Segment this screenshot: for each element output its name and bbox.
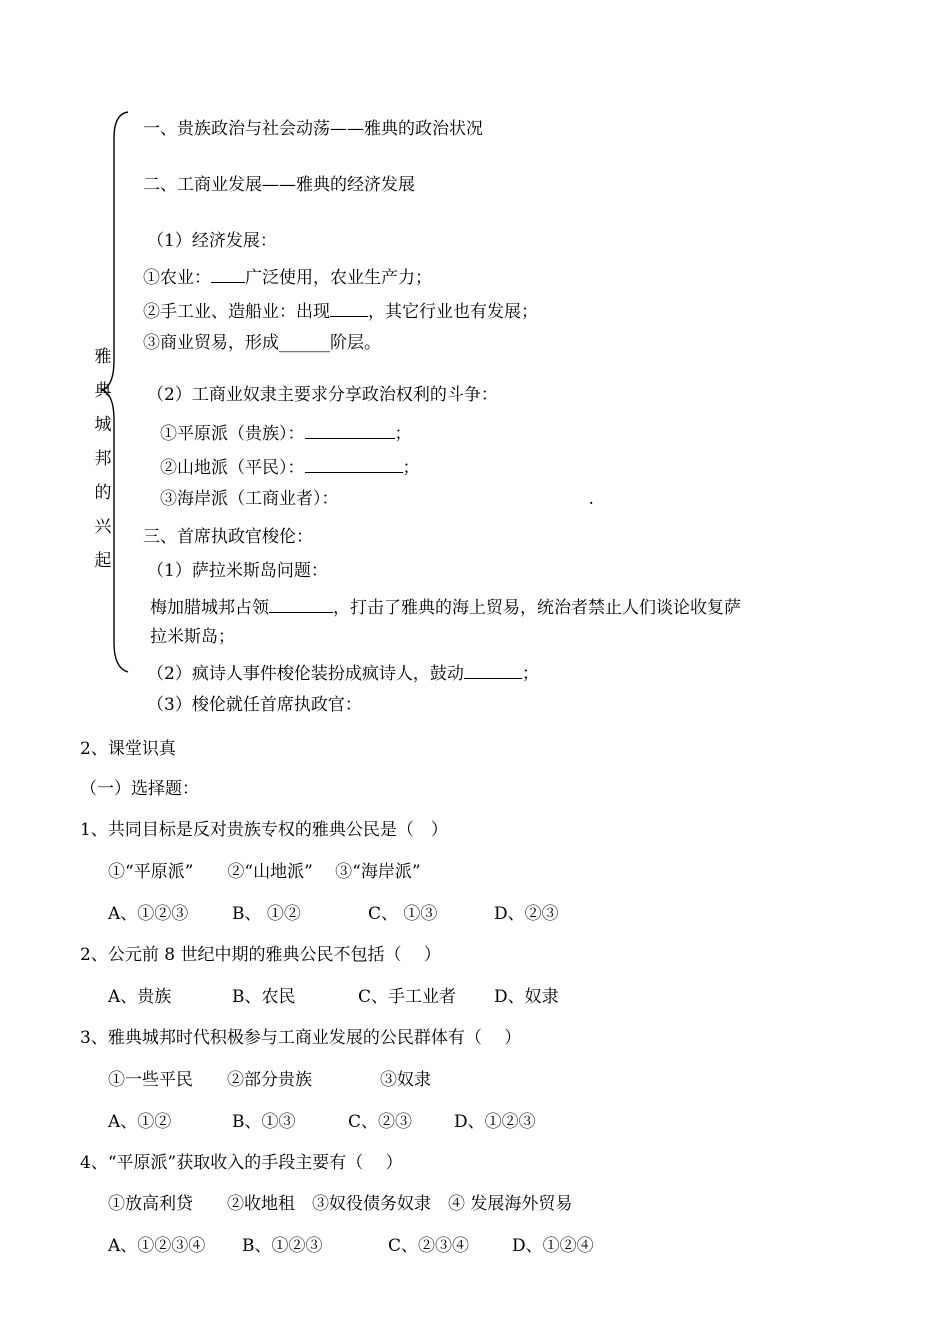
q2-option-b[interactable]: B、农民 <box>232 987 296 1007</box>
solon-item-1: （1）萨拉米斯岛问题： <box>147 561 328 581</box>
vertical-title-char: 起 <box>94 551 112 571</box>
solon-text-b: ，打击了雅典的海上贸易，统治者禁止人们谈论收复萨 <box>333 598 741 618</box>
q3-option-d[interactable]: D、①②③ <box>454 1112 536 1132</box>
section-3-heading: 三、首席执政官梭伦： <box>143 527 313 547</box>
vertical-title-char: 典 <box>94 381 112 401</box>
econ-item-3: ③商业贸易，形成______阶层。 <box>143 333 381 353</box>
q2-option-a[interactable]: A、贵族 <box>108 987 172 1007</box>
struggle-heading: （2）工商业奴隶主要求分享政治权利的斗争： <box>147 385 498 405</box>
q1-option-a[interactable]: A、①②③ <box>108 904 189 924</box>
q1-option-d[interactable]: D、②③ <box>494 904 559 924</box>
struggle-item-2 <box>160 454 420 479</box>
struggle-item-3-end: . <box>588 489 594 509</box>
struggle-item-3-label: ③海岸派（工商业者）： <box>160 489 339 509</box>
q2-option-d[interactable]: D、奴隶 <box>494 987 559 1007</box>
struggle-item-1-label: ①平原派（贵族）： <box>160 424 305 444</box>
vertical-title-char: 城 <box>94 415 112 435</box>
fill-blank[interactable] <box>464 660 522 679</box>
q4-option-b[interactable]: B、①②③ <box>242 1236 323 1256</box>
struggle-item-2-label: ②山地派（平民）： <box>160 458 305 478</box>
question-4-items: ①放高利贷 ②收地租 ③奴役债务奴隶 ④ 发展海外贸易 <box>108 1194 573 1214</box>
q3-option-a[interactable]: A、①② <box>108 1112 172 1132</box>
q4-option-d[interactable]: D、①②④ <box>512 1236 594 1256</box>
fill-blank[interactable] <box>211 264 245 283</box>
struggle-item-1-end: ； <box>394 424 412 444</box>
q1-option-c[interactable]: C、 ①③ <box>368 904 438 924</box>
fill-blank[interactable] <box>305 420 395 439</box>
question-3-items: ①一些平民 ②部分贵族 ③奴隶 <box>108 1070 431 1090</box>
q4-option-c[interactable]: C、②③④ <box>388 1236 470 1256</box>
solon-item-2 <box>147 660 539 685</box>
vertical-title-char: 邦 <box>94 449 112 469</box>
econ-item-1-label: ①农业： <box>143 268 211 288</box>
question-3: 3、雅典城邦时代积极参与工商业发展的公民群体有（ ） <box>80 1028 522 1048</box>
vertical-title-char: 的 <box>94 483 112 503</box>
struggle-item-3-clip <box>160 485 620 509</box>
practice-heading: 2、课堂识真 <box>80 739 176 759</box>
question-1: 1、共同目标是反对贵族专权的雅典公民是（ ） <box>80 820 448 840</box>
q3-option-b[interactable]: B、①③ <box>232 1112 296 1132</box>
struggle-item-2-end: ； <box>402 458 420 478</box>
econ-item-2-text: ，其它行业也有发展； <box>368 302 538 322</box>
vertical-title-char: 兴 <box>94 517 112 537</box>
struggle-item-1 <box>160 420 412 445</box>
section-2-heading: 二、工商业发展——雅典的经济发展 <box>143 175 415 195</box>
fill-blank[interactable] <box>330 298 368 317</box>
econ-item-2-label: ②手工业、造船业：出现 <box>143 302 330 322</box>
q2-option-c[interactable]: C、手工业者 <box>358 987 457 1007</box>
solon-item-1-text <box>150 594 741 619</box>
q4-option-a[interactable]: A、①②③④ <box>108 1236 206 1256</box>
question-1-items: ①“平原派” ②“山地派” ③“海岸派” <box>108 862 421 882</box>
fill-blank[interactable] <box>305 454 403 473</box>
section-1-heading: 一、贵族政治与社会动荡——雅典的政治状况 <box>143 119 483 139</box>
q3-option-c[interactable]: C、②③ <box>348 1112 413 1132</box>
vertical-title-char: 雅 <box>94 347 112 367</box>
econ-item-1-text: 广泛使用，农业生产力； <box>245 268 432 288</box>
question-2: 2、公元前 8 世纪中期的雅典公民不包括（ ） <box>80 945 441 965</box>
econ-item-3-clip <box>143 330 603 353</box>
econ-item-1 <box>143 264 432 289</box>
fill-blank[interactable] <box>269 594 333 613</box>
struggle-item-3 <box>160 488 594 510</box>
solon-item-2-end: ； <box>521 664 539 684</box>
q1-option-b[interactable]: B、 ①② <box>232 904 301 924</box>
vertical-title <box>93 340 113 571</box>
question-4: 4、“平原派”获取收入的手段主要有（ ） <box>80 1153 403 1173</box>
practice-subheading: （一）选择题： <box>80 779 199 799</box>
econ-heading: （1）经济发展： <box>147 231 277 251</box>
solon-item-2-text: （2）疯诗人事件梭伦装扮成疯诗人，鼓动 <box>147 664 464 684</box>
econ-item-2 <box>143 298 538 323</box>
solon-text-a: 梅加腊城邦占领 <box>150 598 269 618</box>
solon-item-1-text-cont: 拉米斯岛； <box>150 627 235 647</box>
solon-item-3: （3）梭伦就任首席执政官： <box>147 695 362 715</box>
